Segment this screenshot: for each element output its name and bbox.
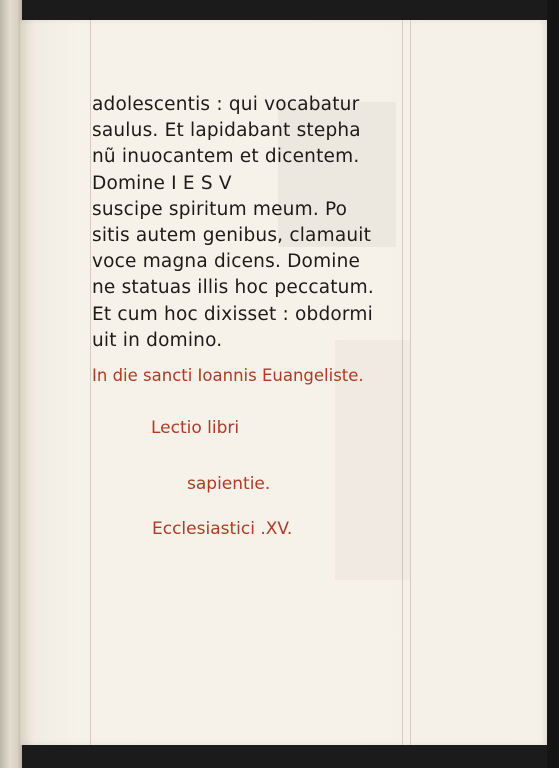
text-line: saulus. Et lapidabant stepha: [92, 120, 361, 142]
text-line: adolescentis : qui vocabatur: [92, 94, 360, 115]
text-line: suscipe spiritum meum. Po: [92, 198, 348, 220]
lectio-heading: Lectio libri: [151, 418, 240, 438]
text-line: Domine I E S V: [92, 172, 232, 194]
right-margin-rule-outer: [410, 20, 411, 745]
sapientie-heading: sapientie.: [187, 474, 271, 494]
text-line: ne statuas illis hoc peccatum.: [92, 277, 374, 299]
text-line: nũ inuocantem et dicentem.: [92, 146, 360, 168]
right-background-edge: [547, 0, 559, 768]
ecclesiastici-heading: Ecclesiastici .XV.: [152, 519, 293, 539]
book-binding-edge: [0, 0, 22, 768]
text-line: voce magna dicens. Domine: [92, 251, 361, 273]
text-line: Et cum hoc dixisset : obdormi: [92, 303, 373, 325]
text-line: sitis autem genibus, clamauit: [92, 224, 372, 246]
text-line: uit in domino.: [92, 329, 223, 351]
rubric-heading: In die sancti Ioannis Euangeliste.: [92, 366, 364, 385]
main-text-block: [92, 92, 392, 354]
left-margin-rule: [90, 20, 91, 745]
